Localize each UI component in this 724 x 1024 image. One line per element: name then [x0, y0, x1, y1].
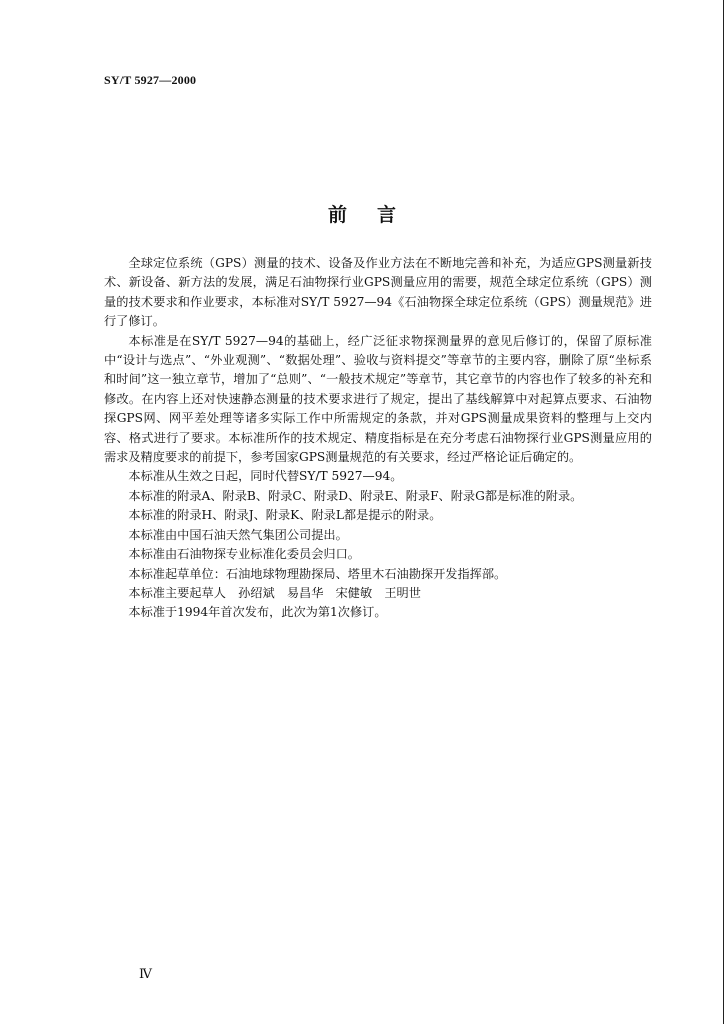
paragraph: 本标准从生效之日起，同时代替SY/T 5927—94。: [128, 469, 403, 484]
paragraph: 本标准的附录H、附录J、附录K、附录L都是提示的附录。: [128, 508, 442, 523]
paragraph: 本标准于1994年首次发布，此次为第1次修订。: [128, 605, 387, 620]
standard-code: SY/T 5927—2000: [104, 73, 197, 87]
paragraph: 本标准起草单位：石油地球物理勘探局、塔里木石油勘探开发指挥部。: [128, 566, 507, 581]
paragraph: 本标准由石油物探专业标准化委员会归口。: [128, 547, 360, 562]
paragraph: 全球定位系统（GPS）测量的技术、设备及作业方法在不断地完善和补充，为适应GPS测量新技术、新设备、新方法的发展，满足石油物探行业GPS测量应用的需要，规范全球定位系统（GPS）测量的技术要求和作业要求，本标准对SY/T 5927—94《石油物探全球定位系统（GPS）测量规范》进行了修订。: [104, 256, 652, 329]
paragraph: 本标准由中国石油天然气集团公司提出。: [128, 527, 348, 542]
paragraph: 本标准的附录A、附录B、附录C、附录D、附录E、附录F、附录G都是标准的附录。: [128, 488, 583, 503]
page-number: Ⅳ: [139, 966, 152, 981]
paragraph: 本标准主要起草人 孙绍斌 易昌华 宋健敏 王明世: [128, 585, 421, 600]
preface-body: [104, 254, 652, 623]
paragraph: 本标准是在SY/T 5927—94的基础上，经广泛征求物探测量界的意见后修订的，保留了原标准中“设计与选点”、“外业观测”、“数据处理”、验收与资料提交”等章节的主要内容，删除了原“坐标系和时间”这一独立章节，增加了“总则”、“一般技术规定”等章节，其它章节的内容也作了较多的补充和修改。在内容上还对快速静态测量的技术要求进行了规定，提出了基线解算中对起算点要求、石油物探GPS网、网平差处理等诸多实际工作中所需规定的条款，并对GPS测量成果资料的整理与上交内容、格式进行了要求。本标准所作的技术规定、精度指标是在充分考虑石油物探行业GPS测量应用的需求及精度要求的前提下，参考国家GPS测量规范的有关要求，经过严格论证后确定的。: [104, 333, 652, 465]
page-title: 前言: [327, 204, 426, 226]
